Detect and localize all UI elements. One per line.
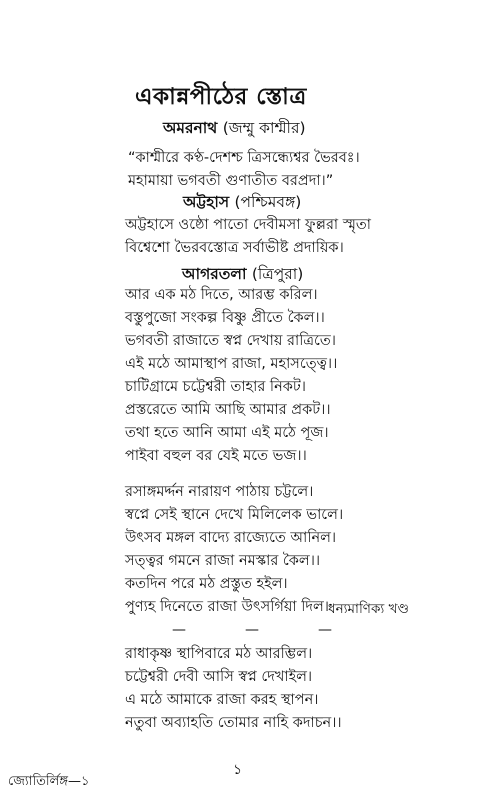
separator-dash: — (245, 622, 259, 638)
verse-line: আর এক মঠ দিতে, আরম্ভ করিল। (125, 287, 318, 303)
verse-line: উৎসব মঙ্গল বাদ্যে রাজ্যেতে আনিল। (125, 530, 337, 546)
section-heading-amarnath (163, 116, 306, 142)
verse-line: সত্ত্বর গমনে রাজা নমস্কার কৈল।। (125, 553, 321, 569)
verse-line: এ মঠে আমাকে রাজা করহ স্থাপন। (125, 692, 319, 708)
verse-line: বস্তুপুজো সংকল্প বিষ্ণু প্রীতে কৈল।। (125, 310, 325, 326)
verse-line: মহামায়া ভগবতী গুণাতীত বরপ্রদা।” (128, 173, 334, 189)
verse-line: অট্টহাসে ওষ্ঠো পাতো দেবীমসা ফুল্লরা স্মৃতা (125, 217, 371, 233)
section-heading-location: (পশ্চিমবঙ্গ) (234, 193, 302, 211)
section-heading-text: অমরনাথ (163, 119, 218, 137)
verse-line: পাইবা বহুল বর যেই মতে ভজ।। (125, 448, 307, 464)
footer-signature: জ্যোতির্লিঙ্গ—১ (8, 774, 90, 789)
section-heading-location: (ত্রিপুরা) (251, 265, 304, 283)
page-number: ১ (233, 762, 243, 778)
section-heading-text: আগরতলা (182, 265, 247, 283)
verse-line: স্বপ্নে সেই স্থানে দেখে মিলিলেক ভালে। (125, 507, 344, 523)
source-attribution: ধন্যমাণিক্য খণ্ড (328, 601, 409, 617)
verse-line: চাটিগ্রামে চট্টেশ্বরী তাহার নিকট। (125, 379, 306, 395)
page-title: একান্নপীঠের স্তোত্র (135, 84, 307, 110)
verse-line: রসাঙ্গমর্দ্দন নারায়ণ পাঠায় চট্টলে। (125, 484, 314, 500)
verse-line: বিশ্বেশো ভৈরবস্তোত্র সর্বাভীষ্ট প্রদায়িক। (125, 240, 344, 256)
verse-line: “কাশ্মীরে কণ্ঠ-দেশশ্চ ত্রিসন্ধ্যেশ্বর ভৈরবঃ। (128, 150, 360, 166)
verse-line: নতুবা অব্যাহতি তোমার নাহি কদাচন।। (125, 715, 342, 731)
section-heading-attahas (183, 190, 301, 216)
verse-line: এই মঠে আমাস্থাপ রাজা, মহাসত্ত্বে।। (125, 356, 338, 372)
verse-line: কতদিন পরে মঠ প্রস্তুত হইল। (125, 576, 288, 592)
verse-line: তথা হতে আনি আমা এই মঠে পূজ। (125, 425, 329, 441)
verse-line: রাধাকৃষ্ণ স্থাপিবারে মঠ আরম্ভিল। (125, 646, 313, 662)
separator-dash: — (172, 622, 186, 638)
separator-dash: — (318, 622, 332, 638)
section-heading-location: (জম্মু কাশ্মীর) (222, 119, 306, 137)
verse-line: ভগবতী রাজাতে স্বপ্ন দেখায় রাত্রিতে। (125, 333, 336, 349)
verse-line: চট্টেশ্বরী দেবী আসি স্বপ্ন দেখাইল। (125, 669, 313, 685)
verse-line: পুণ্যহ দিনেতে রাজা উৎসর্গিয়া দিল। (125, 599, 329, 615)
verse-line: প্রস্তরেতে আমি আছি আমার প্রকট।। (125, 402, 331, 418)
section-heading-text: অট্টহাস (183, 193, 230, 211)
